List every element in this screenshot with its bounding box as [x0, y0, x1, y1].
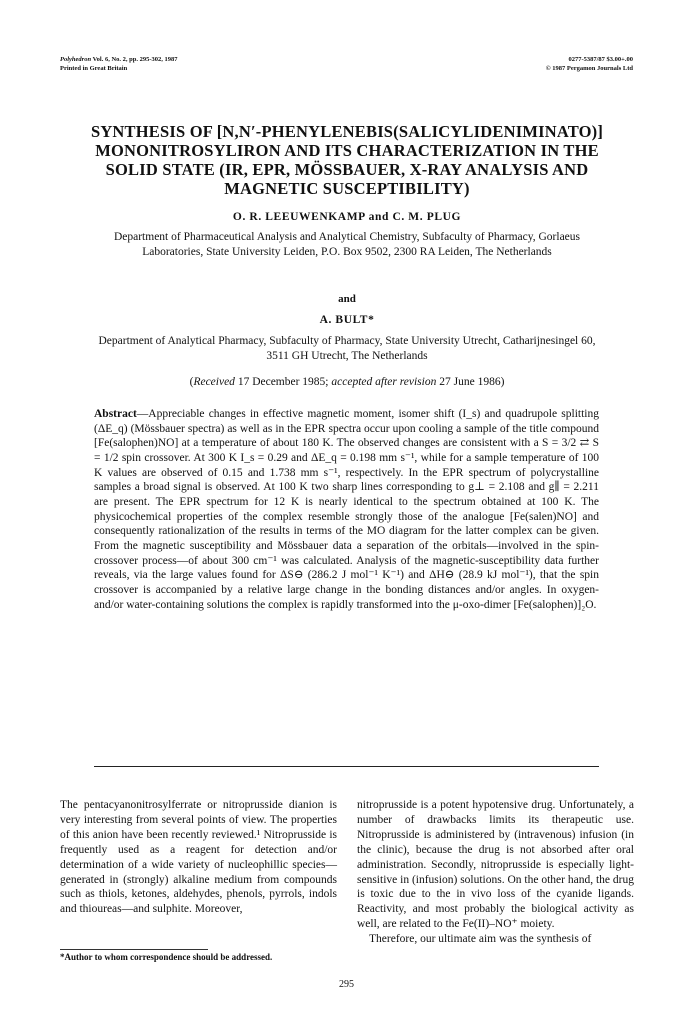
affiliation-utrecht: Department of Analytical Pharmacy, Subfaculty of Pharmacy, State University Utrecht, Catharijnesingel 60, 3511 GH Utrecht, The Netherlands: [98, 335, 596, 362]
author-conjunction: and: [338, 293, 356, 305]
journal-header-right: [546, 55, 633, 73]
body-paragraph: nitroprusside is a potent hypotensive drug. Unfortunately, a number of drawbacks limits its therapeutic use. Nitroprusside is administered by (intravenous) infusion (in the clinic), because the drug is not absorbed after oral administration. Secondly, nitroprusside is especially light-sensitive in (infusion) solutions. On the other hand, the drug is toxic due to the in vivo loss of the cyanide ligands. Reactivity, and most probably the biological activity as well, are related to the Fe(II)–NO⁺ moiety.: [357, 799, 634, 931]
title-line: MAGNETIC SUSCEPTIBILITY): [224, 179, 470, 198]
footnote-divider: [60, 949, 208, 950]
journal-name: Polyhedron: [60, 56, 92, 63]
title-line: SYNTHESIS OF [N,N′-PHENYLENEBIS(SALICYLIDENIMINATO)]: [90, 122, 604, 141]
page-number: 295: [339, 979, 354, 990]
title-line: MONONITROSYLIRON AND ITS CHARACTERIZATION IN THE: [95, 141, 599, 160]
journal-header-left: [60, 55, 178, 73]
print-location: Printed in Great Britain: [60, 65, 128, 72]
journal-citation: [60, 55, 178, 64]
accepted-date: 27 June 1986): [439, 376, 505, 388]
issn-price: 0277-5387/87 $3.00+.00: [568, 56, 633, 63]
paper-title: [60, 122, 634, 198]
footnote: *Author to whom correspondence should be addressed.: [60, 952, 273, 962]
body-paragraph: The pentacyanonitrosylferrate or nitroprusside dianion is very interesting from several points of view. The properties of this anion have been recently reviewed.¹ Nitroprusside is frequently used as a reagent for detection and/or determination of a wide variety of nucleophillic species—generated in (strongly) alkaline medium from compounds such as thiols, ketones, aldehydes, phenols, pyrrols, indols and thioureas—and sulphite. Moreover,: [60, 799, 337, 916]
copyright-line: © 1987 Pergamon Journals Ltd: [545, 65, 633, 72]
body-column-right: [357, 798, 634, 947]
section-divider: [94, 766, 599, 767]
received-open-paren: (: [189, 376, 194, 388]
abstract-text: —Appreciable changes in effective magnetic moment, isomer shift (I_s) and quadrupole splitting (ΔE_q) (Mössbauer spectra) as well as in the EPR spectra occur upon cooling a sample of the title compound [Fe(salophen)NO] at a temperature of about 180 K. The observed changes are consistent with a S = 3/2 ⇄ S = 1/2 spin crossover. At 300 K I_s = 0.29 and ΔE_q = 0.198 mm s⁻¹, while for a sample temperature of 100 K values are observed of 0.15 and 1.738 mm s⁻¹, respectively. In the EPR spectrum of polycrystalline samples a broad signal is observed. At 100 K two sharp lines corresponding to g⊥ = 2.108 and g∥ = 2.211 are present. The EPR spectrum for 12 K is nearly identical to the spectrum obtained at 100 K. The physicochemical properties of the complex resemble strongly those of the analogue [Fe(salen)NO] and consequently rationalization of the results in terms of the MO diagram for the latter complex can be given. From the magnetic susceptibility and Mössbauer data a separation of the orbitals—involved in the spin-crossover process—of about 300 cm⁻¹ was calculated. Analysis of the magnetic-susceptibility data further reveals, via the large values found for ΔS⊖ (286.2 J mol⁻¹ K⁻¹) and ΔH⊖ (28.9 kJ mol⁻¹), that the spin crossover is accompanied by a relative large change in the bonding distances and/or angles. In oxygen- and/or water-containing solutions the complex is rapidly transformed into the μ-oxo-dimer [Fe(salophen)]₂O.: [94, 408, 599, 611]
title-line: SOLID STATE (IR, EPR, MÖSSBAUER, X-RAY ANALYSIS AND: [105, 160, 589, 179]
authors-primary: O. R. LEEUWENKAMP and C. M. PLUG: [232, 211, 462, 223]
author-corresponding: A. BULT*: [319, 314, 375, 326]
body-paragraph: Therefore, our ultimate aim was the synthesis of: [369, 933, 592, 946]
abstract: [94, 407, 599, 612]
affiliation-leiden: Department of Pharmaceutical Analysis and Analytical Chemistry, Subfaculty of Pharmacy, Gorlaeus Laboratories, State University Leiden, P.O. Box 9502, 2300 RA Leiden, The Netherlands: [113, 231, 581, 258]
received-dates: [60, 376, 634, 388]
received-label: Received: [193, 376, 235, 388]
abstract-label: Abstract: [94, 408, 137, 420]
received-date: 17 December 1985;: [237, 376, 329, 388]
accepted-label: accepted after revision: [331, 376, 437, 388]
journal-volume: Vol. 6, No. 2, pp. 295-302, 1987: [91, 56, 178, 63]
body-column-left: [60, 798, 337, 917]
